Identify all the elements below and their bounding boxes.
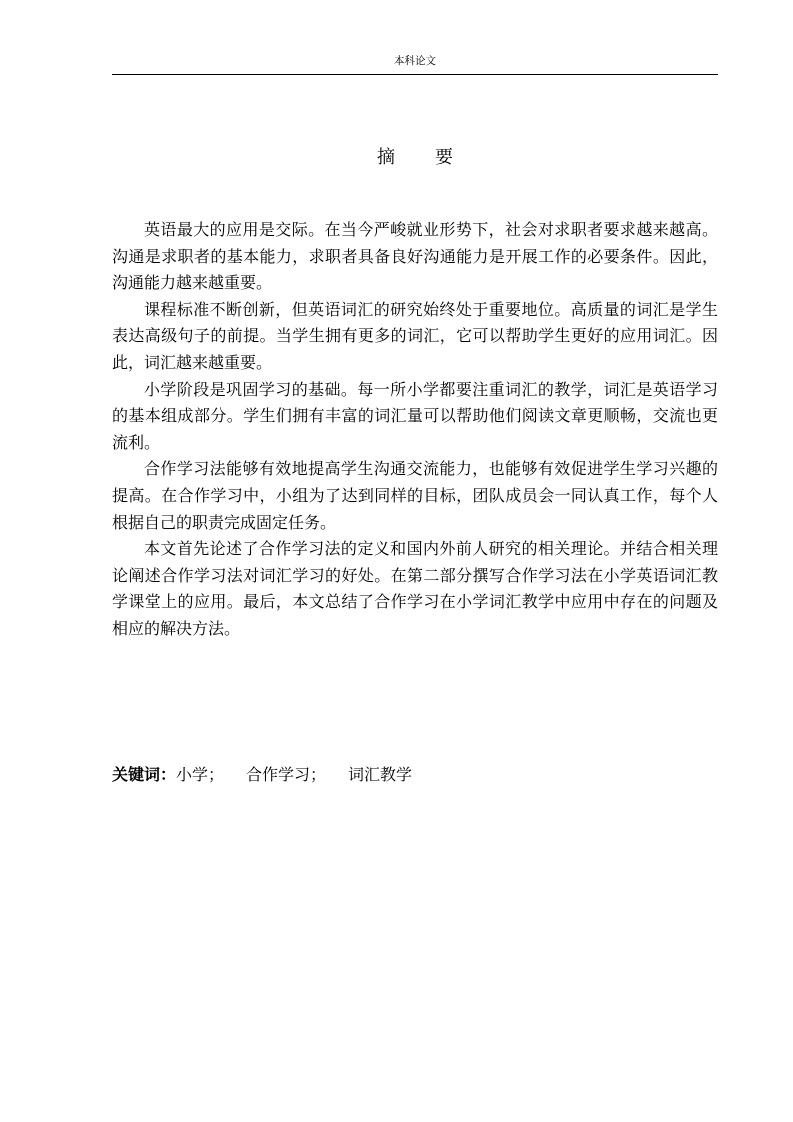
keyword-item: 小学；	[176, 765, 225, 784]
keywords-label: 关键词：	[112, 765, 177, 784]
abstract-paragraph: 英语最大的应用是交际。在当今严峻就业形势下，社会对求职者要求越来越高。沟通是求职者的基本能力，求职者具备良好沟通能力是开展工作的必要条件。因此，沟通能力越来越重要。	[112, 220, 718, 293]
abstract-paragraph: 课程标准不断创新，但英语词汇的研究始终处于重要地位。高质量的词汇是学生表达高级句子的前提。当学生拥有更多的词汇，它可以帮助学生更好的应用词汇。因此，词汇越来越重要。	[112, 299, 718, 372]
page-header: 本科论文	[112, 54, 718, 75]
abstract-title: 摘要	[377, 147, 493, 168]
abstract-paragraph: 小学阶段是巩固学习的基础。每一所小学都要注重词汇的教学，词汇是英语学习的基本组成部分。学生们拥有丰富的词汇量可以帮助他们阅读文章更顺畅，交流也更流利。	[112, 379, 718, 452]
keyword-item: 词汇教学	[348, 765, 413, 784]
keyword-item: 合作学习；	[246, 765, 327, 784]
abstract-body	[112, 217, 718, 643]
keywords-line	[112, 763, 718, 787]
abstract-paragraph: 合作学习法能够有效地提高学生沟通交流能力，也能够有效促进学生学习兴趣的提高。在合作学习中，小组为了达到同样的目标，团队成员会一同认真工作，每个人根据自己的职责完成固定任务。	[112, 459, 718, 532]
abstract-paragraph: 本文首先论述了合作学习法的定义和国内外前人研究的相关理论。并结合相关理论阐述合作学习法对词汇学习的好处。在第二部分撰写合作学习法在小学英语词汇教学课堂上的应用。最后，本文总结了合作学习在小学词汇教学中应用中存在的问题及相应的解决方法。	[112, 539, 718, 638]
